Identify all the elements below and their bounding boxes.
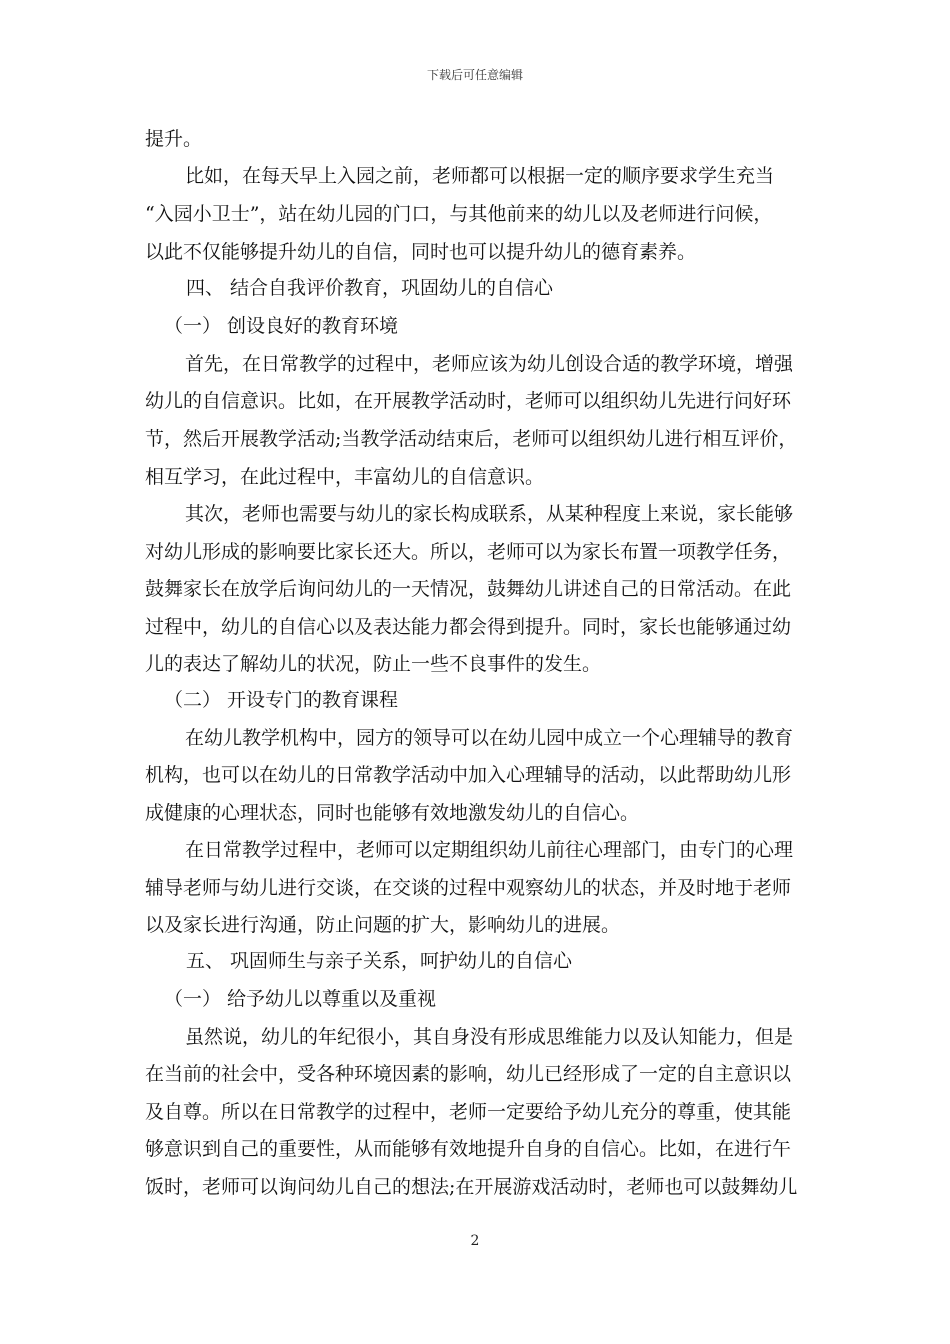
body-text-line: 提升。 <box>145 128 203 150</box>
page-number: 2 <box>470 1233 480 1249</box>
body-text-line: 在当前的社会中，受各种环境因素的影响，幼儿已经形成了一定的自主意识以 <box>145 1063 792 1085</box>
paragraph-start: 其次，老师也需要与幼儿的家长构成联系，从某种程度上来说，家长能够 <box>185 503 794 525</box>
paragraph-start: 虽然说，幼儿的年纪很小，其自身没有形成思维能力以及认知能力，但是 <box>185 1026 794 1048</box>
body-text-line: 及自尊。所以在日常教学的过程中，老师一定要给予幼儿充分的尊重，使其能 <box>145 1101 792 1123</box>
subsection-heading: （一） 创设良好的教育环境 <box>164 315 399 337</box>
body-text-line: 饭时，老师可以询问幼儿自己的想法;在开展游戏活动时，老师也可以鼓舞幼儿 <box>145 1176 798 1198</box>
page-header: 下载后可任意编辑 <box>426 68 523 82</box>
paragraph-start: 比如，在每天早上入园之前，老师都可以根据一定的顺序要求学生充当 <box>185 165 775 187</box>
body-text-line: 节，然后开展教学活动;当教学活动结束后，老师可以组织幼儿进行相互评价， <box>145 428 798 450</box>
body-text-line: 成健康的心理状态，同时也能够有效地激发幼儿的自信心。 <box>145 802 640 824</box>
paragraph-start: 在幼儿教学机构中，园方的领导可以在幼儿园中成立一个心理辅导的教育 <box>185 727 794 749</box>
body-text-line: 儿的表达了解幼儿的状况，防止一些不良事件的发生。 <box>145 653 602 675</box>
subsection-heading: （二） 开设专门的教育课程 <box>164 689 399 711</box>
subsection-heading: （一） 给予幼儿以尊重以及重视 <box>164 988 437 1010</box>
paragraph-start: 在日常教学过程中，老师可以定期组织幼儿前往心理部门，由专门的心理 <box>185 839 794 861</box>
body-text-line: 鼓舞家长在放学后询问幼儿的一天情况，鼓舞幼儿讲述自己的日常活动。在此 <box>145 578 792 600</box>
body-text-line: 对幼儿形成的影响要比家长还大。所以，老师可以为家长布置一项教学任务， <box>145 541 792 563</box>
body-text-line: 过程中，幼儿的自信心以及表达能力都会得到提升。同时，家长也能够通过幼 <box>145 616 792 638</box>
body-text-line: 以此不仅能够提升幼儿的自信，同时也可以提升幼儿的德育素养。 <box>145 241 697 263</box>
body-text-line: “入园小卫士”，站在幼儿园的门口，与其他前来的幼儿以及老师进行问候， <box>145 203 773 225</box>
paragraph-start: 首先，在日常教学的过程中，老师应该为幼儿创设合适的教学环境，增强 <box>185 353 794 375</box>
body-text-line: 辅导老师与幼儿进行交谈，在交谈的过程中观察幼儿的状态，并及时地于老师 <box>145 877 792 899</box>
body-text-line: 幼儿的自信意识。比如，在开展教学活动时，老师可以组织幼儿先进行问好环 <box>145 390 792 412</box>
body-text-line: 够意识到自己的重要性，从而能够有效地提升自身的自信心。比如，在进行午 <box>145 1138 792 1160</box>
body-text-line: 相互学习，在此过程中，丰富幼儿的自信意识。 <box>145 466 545 488</box>
body-text-line: 机构，也可以在幼儿的日常教学活动中加入心理辅导的活动，以此帮助幼儿形 <box>145 764 792 786</box>
body-text-line: 以及家长进行沟通，防止问题的扩大，影响幼儿的进展。 <box>145 914 621 936</box>
section-heading-4: 四、 结合自我评价教育，巩固幼儿的自信心 <box>186 277 554 299</box>
section-heading-5: 五、 巩固师生与亲子关系，呵护幼儿的自信心 <box>186 950 573 972</box>
